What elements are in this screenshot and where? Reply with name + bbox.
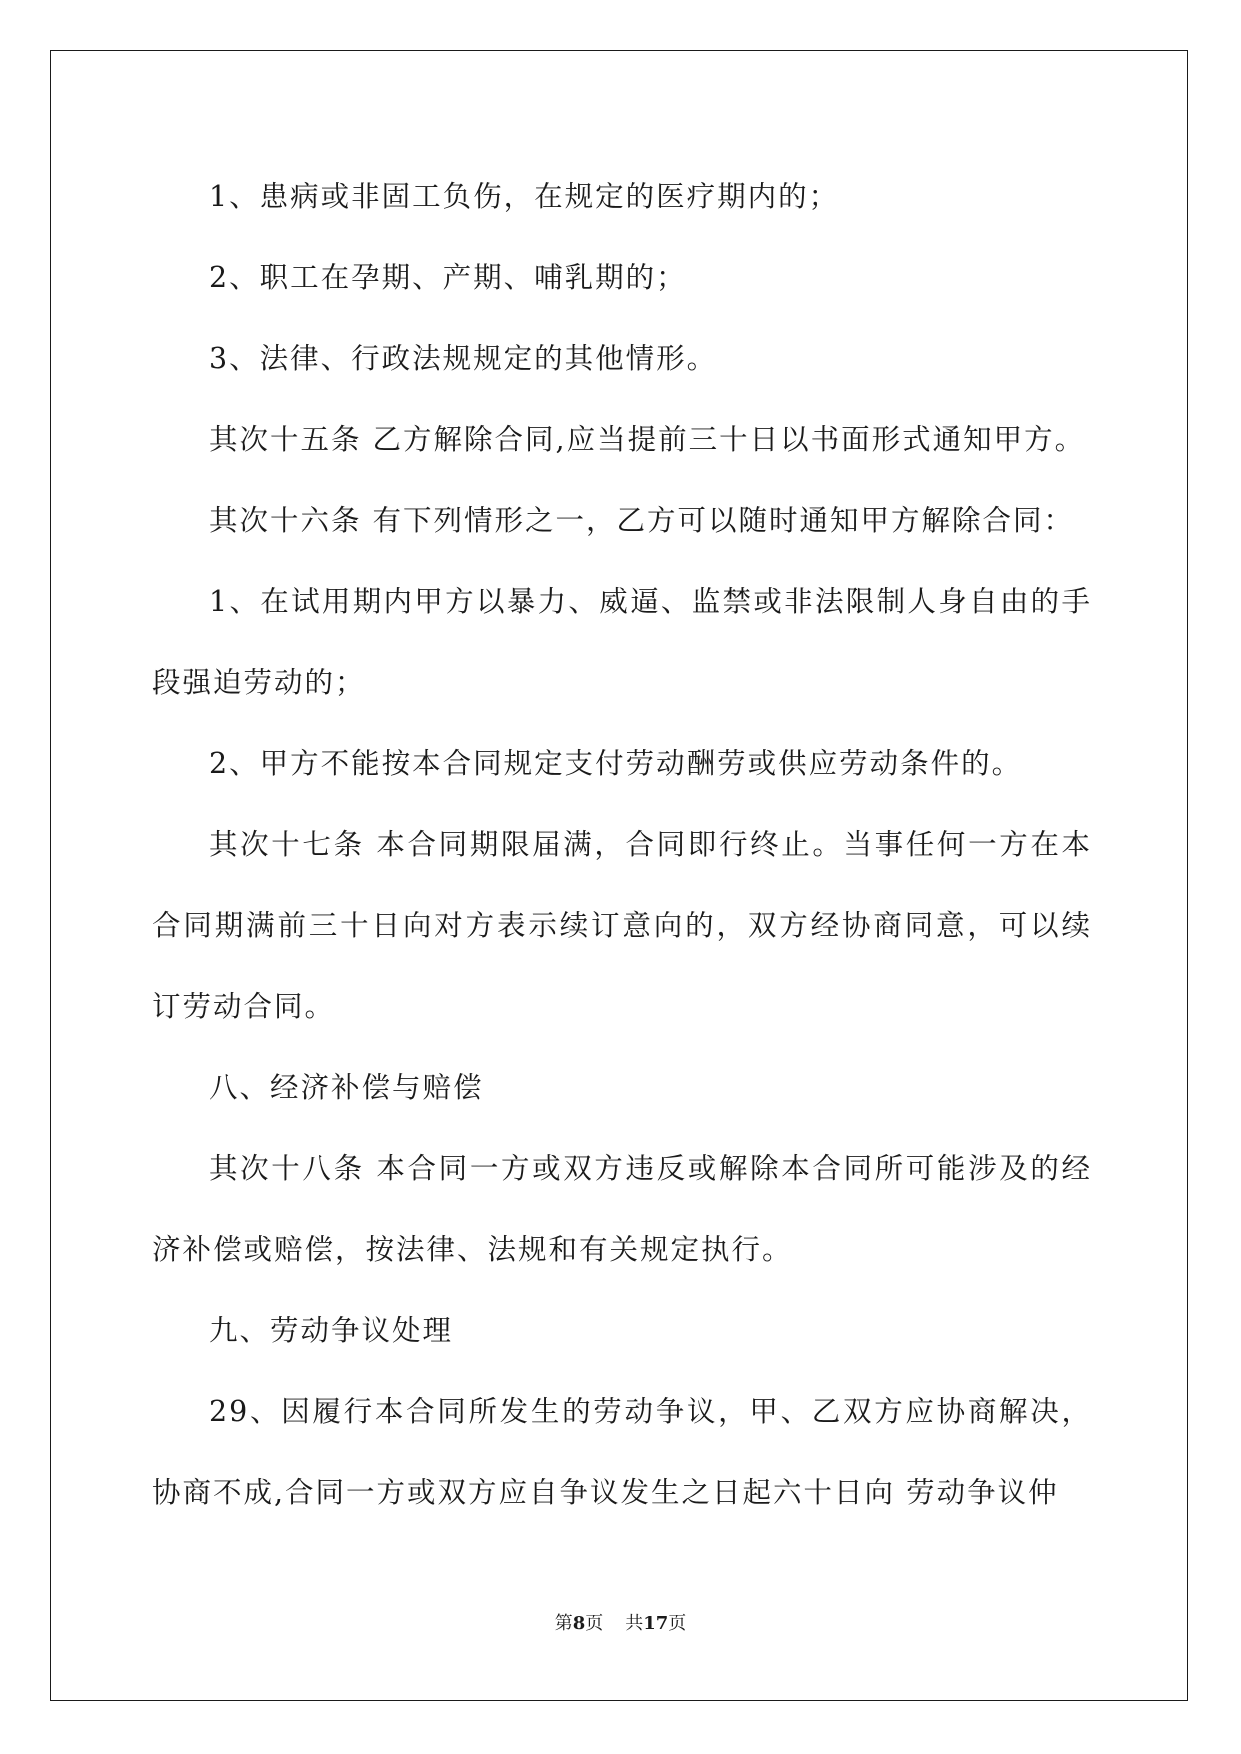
page-number: 8 bbox=[572, 1613, 586, 1634]
paragraph-8: 其次十七条 本合同期限届满，合同即行终止。当事任何一方在本合同期满前三十日向对方表示续订意向的，双方经协商同意，可以续订劳动合同。 bbox=[152, 828, 1092, 1023]
paragraph-3: 3、法律、行政法规规定的其他情形。 bbox=[209, 342, 718, 375]
paragraph-7: 2、甲方不能按本合同规定支付劳动酬劳或供应劳动条件的。 bbox=[209, 747, 1023, 780]
section-heading-8: 八、经济补偿与赔偿 bbox=[209, 1071, 484, 1104]
total-prefix: 共 bbox=[625, 1613, 644, 1634]
page-prefix: 第 bbox=[554, 1613, 573, 1634]
total-pages: 17 bbox=[643, 1613, 669, 1634]
paragraph-4: 其次十五条 乙方解除合同,应当提前三十日以书面形式通知甲方。 bbox=[209, 423, 1086, 456]
paragraph-10: 其次十八条 本合同一方或双方违反或解除本合同所可能涉及的经济补偿或赔偿，按法律、法规和有关规定执行。 bbox=[152, 1152, 1092, 1266]
paragraph-12: 29、因履行本合同所发生的劳动争议，甲、乙双方应协商解决，协商不成,合同一方或双方应自争议发生之日起六十日向 劳动争议仲 bbox=[152, 1395, 1092, 1509]
page-footer bbox=[0, 1612, 1241, 1636]
paragraph-5: 其次十六条 有下列情形之一，乙方可以随时通知甲方解除合同： bbox=[209, 504, 1075, 537]
paragraph-6: 1、在试用期内甲方以暴力、威逼、监禁或非法限制人身自由的手段强迫劳动的； bbox=[152, 585, 1092, 699]
page-suffix: 页 bbox=[585, 1613, 604, 1634]
paragraph-2: 2、职工在孕期、产期、哺乳期的； bbox=[209, 261, 687, 294]
total-suffix: 页 bbox=[668, 1613, 687, 1634]
paragraph-1: 1、患病或非固工负伤，在规定的医疗期内的； bbox=[209, 180, 840, 213]
section-heading-9: 九、劳动争议处理 bbox=[209, 1314, 454, 1347]
document-body bbox=[152, 156, 1092, 1533]
